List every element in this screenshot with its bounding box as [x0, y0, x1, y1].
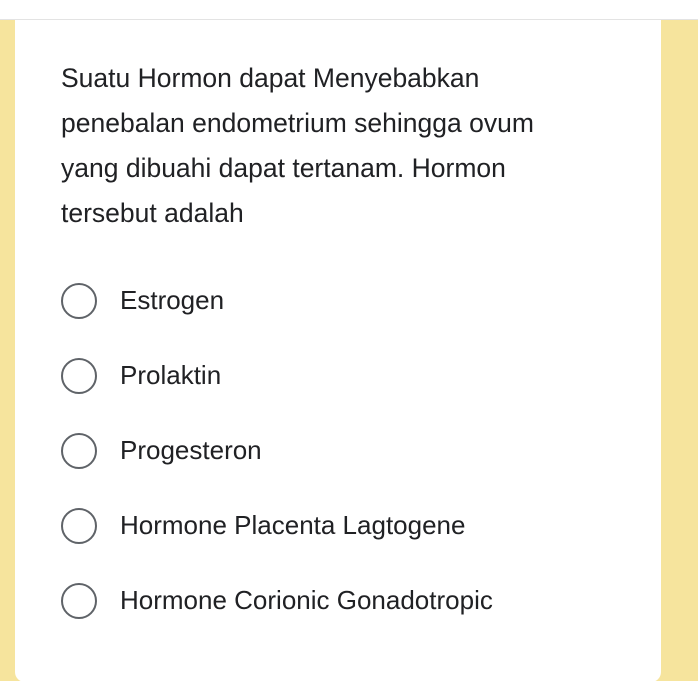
option-label: Estrogen: [120, 285, 225, 315]
option-estrogen[interactable]: [61, 263, 641, 338]
radio-button[interactable]: [61, 358, 97, 394]
option-progesteron[interactable]: [61, 413, 641, 488]
option-label: Hormone Placenta Lagtogene: [120, 510, 466, 540]
option-hormone-placenta-lagtogene[interactable]: [61, 488, 641, 563]
question-text: Suatu Hormon dapat Menyebabkan penebalan endometrium sehingga ovum yang dibuahi dapat tertanam. Hormon tersebut adalah: [61, 63, 534, 228]
option-hormone-corionic-gonadotropic[interactable]: [61, 563, 641, 638]
top-band: [0, 0, 698, 20]
radio-button[interactable]: [61, 283, 97, 319]
option-prolaktin[interactable]: [61, 338, 641, 413]
option-label: Prolaktin: [120, 360, 222, 390]
question-card: [15, 20, 661, 681]
option-label: Hormone Corionic Gonadotropic: [120, 585, 493, 615]
radio-button[interactable]: [61, 508, 97, 544]
radio-button[interactable]: [61, 433, 97, 469]
answer-options: [61, 263, 641, 638]
radio-button[interactable]: [61, 583, 97, 619]
option-label: Progesteron: [120, 435, 262, 465]
